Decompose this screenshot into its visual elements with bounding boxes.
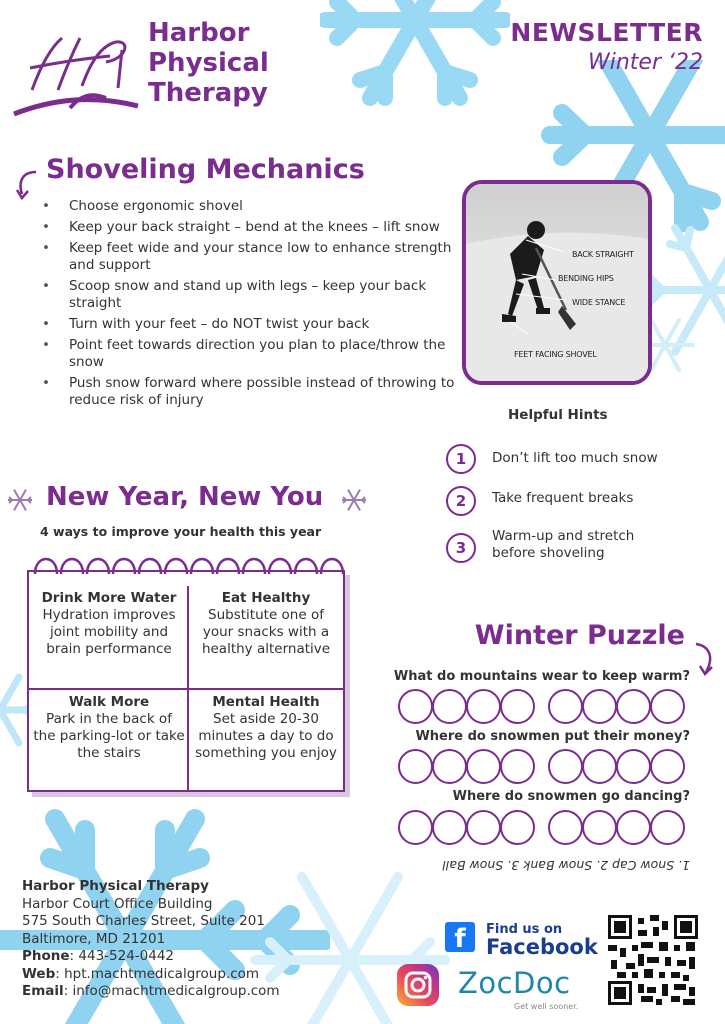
snowflake-icon bbox=[6, 486, 34, 514]
list-item: • Keep feet wide and your stance low to enhance strength and support bbox=[42, 240, 457, 274]
puzzle-answers-upside-down: 1. Snow Cap 2. Snow Bank 3. Snow Ball bbox=[442, 858, 690, 873]
contact-building: Harbor Court Office Building bbox=[22, 895, 213, 912]
brand-name bbox=[148, 18, 269, 108]
health-tip-body: Set aside 20-30 minutes a day to do something you enjoy bbox=[195, 711, 337, 761]
contact-street: 575 South Charles Street, Suite 201 bbox=[22, 913, 265, 929]
curved-arrow-icon bbox=[692, 640, 718, 680]
notebook-spiral-binding bbox=[27, 548, 347, 584]
hint-text: Take frequent breaks bbox=[492, 490, 634, 506]
snowflake-icon bbox=[340, 486, 368, 514]
health-tip-cell bbox=[191, 694, 341, 762]
answer-letter-box[interactable] bbox=[432, 689, 467, 724]
photo-label-back: BACK STRAIGHT bbox=[572, 250, 634, 259]
answer-letter-box[interactable] bbox=[582, 810, 617, 845]
answer-letter-box[interactable] bbox=[650, 810, 685, 845]
newsletter-title: NEWSLETTER bbox=[510, 18, 703, 47]
list-item: • Point feet towards direction you plan to place/throw the snow bbox=[42, 337, 457, 371]
website-link[interactable]: : hpt.machtmedicalgroup.com bbox=[55, 965, 260, 982]
instagram-icon[interactable] bbox=[397, 964, 439, 1006]
zocdoc-tagline: Get well sooner. bbox=[514, 1002, 579, 1011]
contact-email-line bbox=[22, 983, 280, 1001]
brand-line: Physical bbox=[148, 48, 269, 78]
answer-letter-box[interactable] bbox=[616, 810, 651, 845]
puzzle-question: What do mountains wear to keep warm? bbox=[393, 669, 690, 684]
facebook-icon[interactable]: f bbox=[445, 922, 475, 952]
contact-name: Harbor Physical Therapy bbox=[22, 878, 209, 894]
puzzle-question: Where do snowmen go dancing? bbox=[452, 789, 690, 804]
facebook-name[interactable]: Facebook bbox=[486, 935, 598, 959]
list-item: • Turn with your feet – do NOT twist your back bbox=[42, 316, 457, 333]
health-tip-cell bbox=[191, 590, 341, 658]
answer-letter-box[interactable] bbox=[398, 749, 433, 784]
health-tip-heading: Drink More Water bbox=[41, 590, 177, 606]
answer-letter-box[interactable] bbox=[548, 689, 583, 724]
instagram-glyph bbox=[397, 964, 439, 1006]
phone-label: Phone bbox=[22, 948, 70, 964]
photo-label-stance: WIDE STANCE bbox=[572, 298, 626, 307]
contact-phone-line bbox=[22, 948, 280, 966]
newsletter-issue: Winter ‘22 bbox=[588, 50, 703, 75]
hint-text: Warm-up and stretch before shoveling bbox=[492, 528, 635, 561]
answer-letter-box[interactable] bbox=[432, 810, 467, 845]
curved-arrow-icon bbox=[14, 168, 40, 202]
list-item: • Keep your back straight – bend at the knees – lift snow bbox=[42, 219, 457, 236]
health-tip-body: Hydration improves joint mobility and brain performance bbox=[42, 607, 176, 657]
health-tip-heading: Walk More bbox=[68, 694, 150, 710]
answer-letter-box[interactable] bbox=[548, 749, 583, 784]
health-tip-heading: Eat Healthy bbox=[221, 590, 311, 606]
snowflake-decoration-top bbox=[320, 0, 510, 110]
puzzle-title: Winter Puzzle bbox=[474, 620, 685, 651]
new-year-title: New Year, New You bbox=[46, 482, 324, 512]
web-label: Web bbox=[22, 965, 56, 982]
health-tip-body: Park in the back of the parking-lot or take the stairs bbox=[33, 711, 185, 761]
answer-letter-box[interactable] bbox=[500, 810, 535, 845]
answer-letter-box[interactable] bbox=[432, 749, 467, 784]
puzzle-question: Where do snowmen put their money? bbox=[415, 729, 690, 744]
qr-code-icon[interactable] bbox=[608, 914, 698, 1006]
shoveling-list bbox=[42, 198, 457, 413]
notebook-divider bbox=[29, 688, 343, 690]
shoveling-photo bbox=[462, 180, 652, 385]
contact-info bbox=[22, 878, 280, 1001]
list-item: • Scoop snow and stand up with legs – keep your back straight bbox=[42, 278, 457, 312]
answer-letter-box[interactable] bbox=[616, 749, 651, 784]
brand-line: Therapy bbox=[148, 78, 268, 108]
hints-title: Helpful Hints bbox=[508, 407, 608, 423]
list-item: • Choose ergonomic shovel bbox=[42, 198, 457, 215]
list-item: • Push snow forward where possible instead of throwing to reduce risk of injury bbox=[42, 375, 457, 409]
answer-letter-box[interactable] bbox=[616, 689, 651, 724]
shoveling-title: Shoveling Mechanics bbox=[46, 154, 365, 185]
hint-number: 2 bbox=[446, 486, 476, 516]
brand-logo bbox=[10, 28, 145, 116]
hint-number: 1 bbox=[446, 444, 476, 474]
health-tip-heading: Mental Health bbox=[212, 694, 320, 710]
email-label: Email bbox=[22, 983, 64, 999]
answer-letter-box[interactable] bbox=[582, 689, 617, 724]
answer-letter-box[interactable] bbox=[466, 810, 501, 845]
health-tip-body: Substitute one of your snacks with a healthy alternative bbox=[201, 607, 331, 657]
answer-letter-box[interactable] bbox=[398, 810, 433, 845]
health-tips-notebook bbox=[27, 570, 345, 792]
facebook-find-text[interactable]: Find us on bbox=[486, 922, 563, 937]
answer-letter-box[interactable] bbox=[650, 689, 685, 724]
answer-letter-box[interactable] bbox=[500, 689, 535, 724]
photo-label-feet: FEET FACING SHOVEL bbox=[514, 350, 597, 359]
answer-letter-box[interactable] bbox=[466, 689, 501, 724]
brand-line: Harbor bbox=[148, 18, 250, 48]
answer-letter-box[interactable] bbox=[650, 749, 685, 784]
answer-letter-box[interactable] bbox=[582, 749, 617, 784]
answer-letter-box[interactable] bbox=[466, 749, 501, 784]
answer-letter-box[interactable] bbox=[398, 689, 433, 724]
hint-text: Don’t lift too much snow bbox=[492, 450, 658, 466]
hint-number: 3 bbox=[446, 533, 476, 563]
photo-label-hips: BENDING HIPS bbox=[558, 274, 614, 283]
phone-number[interactable]: : 443-524-0442 bbox=[69, 948, 175, 964]
contact-city: Baltimore, MD 21201 bbox=[22, 930, 166, 947]
contact-web-line bbox=[22, 966, 280, 984]
zocdoc-logo[interactable]: ZocDoc bbox=[458, 966, 571, 1000]
answer-letter-box[interactable] bbox=[500, 749, 535, 784]
health-tip-cell bbox=[33, 590, 185, 658]
email-link[interactable]: : info@machtmedicalgroup.com bbox=[63, 983, 280, 999]
new-year-subtitle: 4 ways to improve your health this year bbox=[40, 524, 322, 539]
health-tip-cell bbox=[33, 694, 185, 762]
answer-letter-box[interactable] bbox=[548, 810, 583, 845]
